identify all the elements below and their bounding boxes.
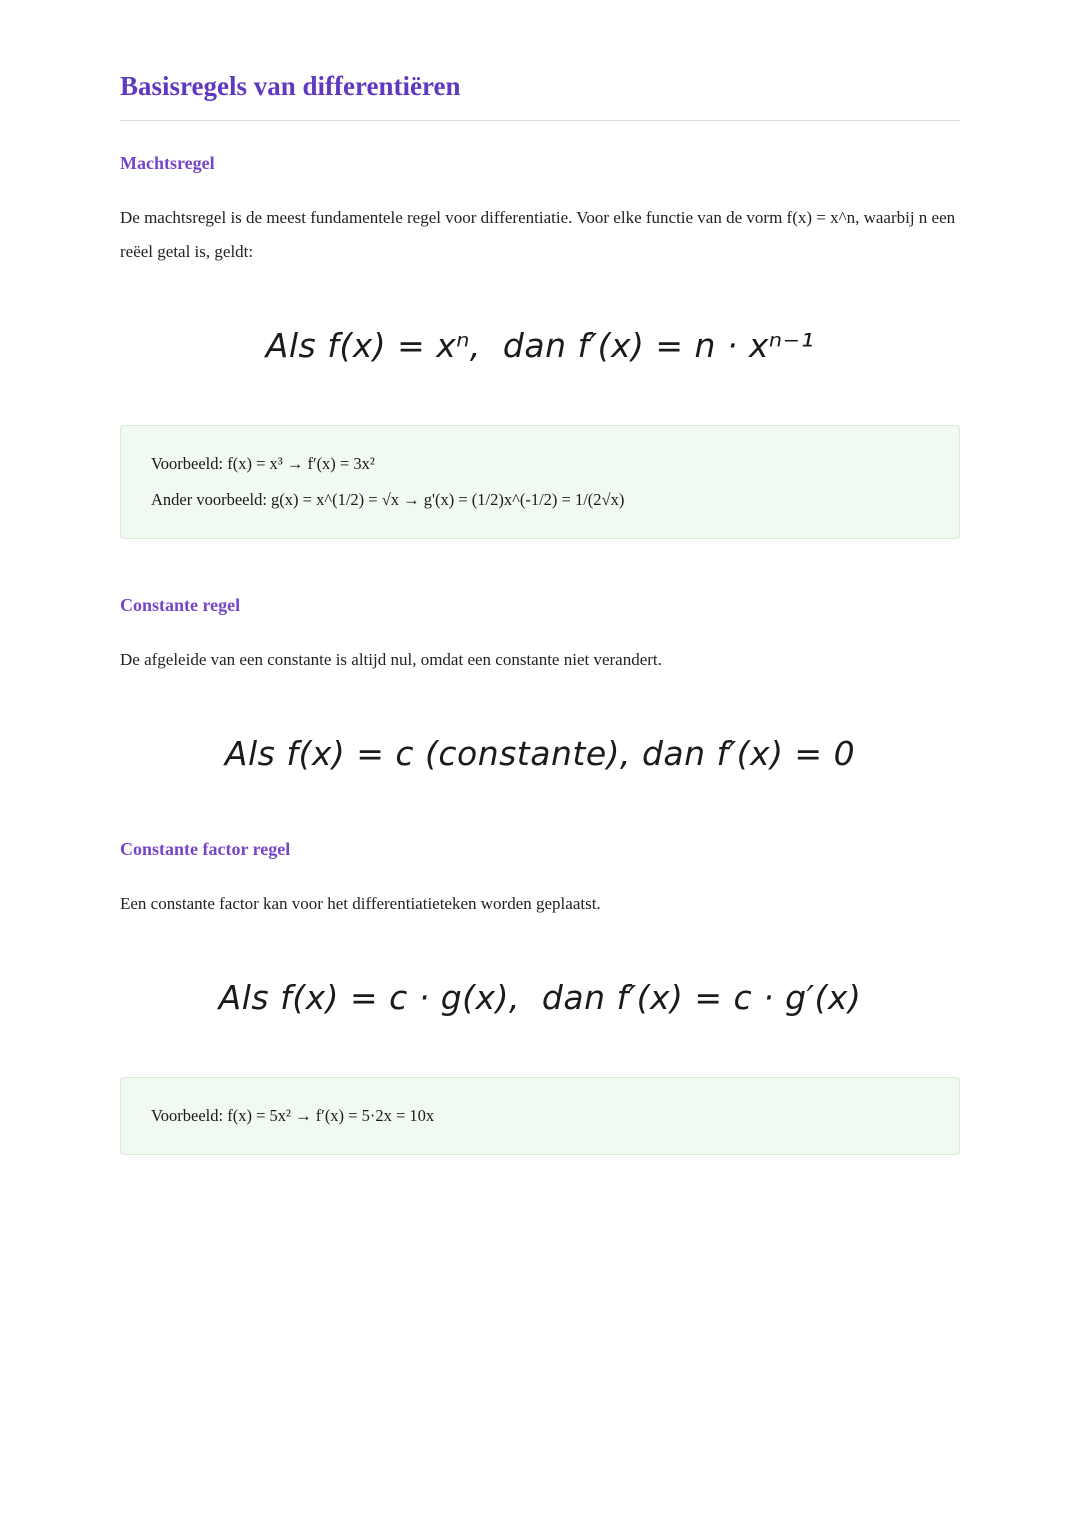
section-constante-factor-regel [120,837,960,1155]
section-heading-constante-factor-regel: Constante factor regel [120,839,291,859]
section-paragraph-machtsregel: De machtsregel is de meest fundamentele regel voor differentiatie. Voor elke functie van de vorm f(x) = x^n, waarbij n een reëel getal is, geldt: [120,208,956,261]
section-machtsregel [120,151,960,539]
example-line: Ander voorbeeld: g(x) = x^(1/2) = √x → g'(x) = (1/2)x^(-1/2) = 1/(2√x) [151,490,625,509]
title-divider [120,120,960,121]
section-paragraph-constante-regel: De afgeleide van een constante is altijd nul, omdat een constante niet verandert. [120,650,662,669]
example-box-machtsregel [120,425,960,539]
math-formula-constante-regel: Als f(x) = c (constante), dan f′(x) = 0 [224,734,856,773]
section-heading-machtsregel: Machtsregel [120,153,215,173]
math-formula-constante-factor-regel: Als f(x) = c · g(x), dan f′(x) = c · g′(x) [218,978,862,1017]
math-formula-machtsregel: Als f(x) = xⁿ, dan f′(x) = n · xⁿ⁻¹ [265,326,815,365]
example-box-constante-factor-regel [120,1077,960,1155]
section-heading-constante-regel: Constante regel [120,595,241,615]
example-line: Voorbeeld: f(x) = x³ → f′(x) = 3x² [151,454,375,473]
page-title: Basisregels van differentiëren [120,71,461,101]
section-paragraph-constante-factor-regel: Een constante factor kan voor het differentiatieteken worden geplaatst. [120,894,601,913]
example-line: Voorbeeld: f(x) = 5x² → f′(x) = 5·2x = 10x [151,1106,435,1125]
section-constante-regel [120,593,960,775]
